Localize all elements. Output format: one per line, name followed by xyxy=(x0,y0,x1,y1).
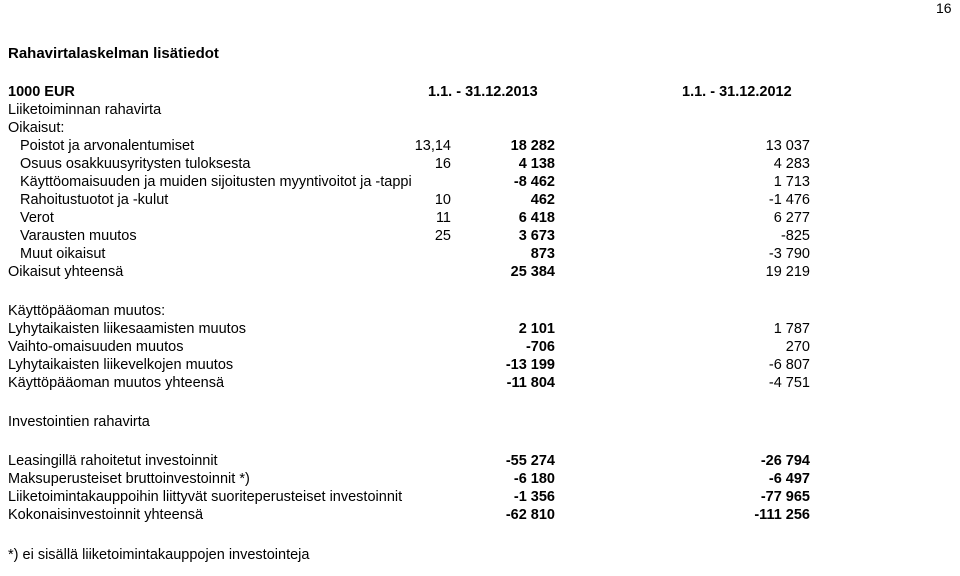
value-2012: -6 497 xyxy=(768,471,810,487)
value-2012: 1 713 xyxy=(773,174,810,190)
total-value-2012: -4 751 xyxy=(768,375,810,391)
table-row xyxy=(0,155,960,173)
row-label: Lyhytaikaisten liikesaamisten muutos xyxy=(8,321,247,337)
value-2013: 18 282 xyxy=(510,138,555,154)
total-label: Käyttöpääoman muutos yhteensä xyxy=(8,375,225,391)
table-row xyxy=(0,209,960,227)
note-ref: 10 xyxy=(434,192,451,208)
column-header-2013: 1.1. - 31.12.2013 xyxy=(428,84,538,100)
investing-heading: Investointien rahavirta xyxy=(8,414,150,430)
working-capital-heading: Käyttöpääoman muutos: xyxy=(8,303,166,319)
table-row xyxy=(0,338,960,356)
value-2012: -6 807 xyxy=(768,357,810,373)
value-2013: -6 180 xyxy=(513,471,555,487)
section-heading xyxy=(0,101,960,119)
table-row xyxy=(0,320,960,338)
total-value-2012: -111 256 xyxy=(754,507,810,523)
value-2013: -8 462 xyxy=(513,174,555,190)
value-2013: 4 138 xyxy=(518,156,555,172)
value-2012: 13 037 xyxy=(765,138,810,154)
adjustments-heading: Oikaisut: xyxy=(8,120,65,136)
total-label: Oikaisut yhteensä xyxy=(8,264,124,280)
note-ref: 25 xyxy=(434,228,451,244)
total-row xyxy=(0,263,960,281)
table-row xyxy=(0,488,960,506)
operating-section-label: Liiketoiminnan rahavirta xyxy=(8,102,162,118)
section-heading xyxy=(0,413,960,431)
row-label: Varausten muutos xyxy=(20,228,137,244)
row-label: Verot xyxy=(20,210,54,226)
row-label: Muut oikaisut xyxy=(20,246,106,262)
value-2012: 270 xyxy=(785,339,810,355)
page-number: 16 xyxy=(936,0,952,16)
column-header-2012: 1.1. - 31.12.2012 xyxy=(682,84,792,100)
column-header-row xyxy=(0,83,960,101)
footnote: *) ei sisällä liiketoimintakauppojen investointeja xyxy=(8,547,310,563)
value-2012: 4 283 xyxy=(773,156,810,172)
row-label: Rahoitustuotot ja -kulut xyxy=(20,192,169,208)
note-ref: 16 xyxy=(434,156,451,172)
value-2013: 462 xyxy=(530,192,555,208)
section-heading xyxy=(0,302,960,320)
value-2012: -26 794 xyxy=(760,453,810,469)
note-ref: 13,14 xyxy=(414,138,451,154)
table-row xyxy=(0,191,960,209)
page-title: Rahavirtalaskelman lisätiedot xyxy=(8,45,219,62)
row-label: Poistot ja arvonalentumiset xyxy=(20,138,195,154)
value-2012: -3 790 xyxy=(768,246,810,262)
table-row xyxy=(0,227,960,245)
total-value-2013: 25 384 xyxy=(510,264,555,280)
row-label: Maksuperusteiset bruttoinvestoinnit *) xyxy=(8,471,250,487)
table-row xyxy=(0,137,960,155)
value-2013: 2 101 xyxy=(518,321,555,337)
table-row xyxy=(0,452,960,470)
table-row xyxy=(0,356,960,374)
footnote-row xyxy=(0,546,960,564)
table-row xyxy=(0,173,960,191)
total-row xyxy=(0,506,960,524)
row-label: Leasingillä rahoitetut investoinnit xyxy=(8,453,218,469)
table-row xyxy=(0,245,960,263)
row-label: Liiketoimintakauppoihin liittyvät suoriteperusteiset investoinnit xyxy=(8,489,403,505)
value-2012: -825 xyxy=(780,228,810,244)
value-2013: -55 274 xyxy=(505,453,555,469)
total-value-2012: 19 219 xyxy=(765,264,810,280)
value-2013: 6 418 xyxy=(518,210,555,226)
row-label: Vaihto-omaisuuden muutos xyxy=(8,339,184,355)
row-label: Käyttöomaisuuden ja muiden sijoitusten myyntivoitot ja -tappi xyxy=(20,174,412,190)
value-2013: 873 xyxy=(530,246,555,262)
value-2013: 3 673 xyxy=(518,228,555,244)
row-label: Osuus osakkuusyritysten tuloksesta xyxy=(20,156,251,172)
value-2013: -706 xyxy=(525,339,555,355)
table-row xyxy=(0,470,960,488)
total-label: Kokonaisinvestoinnit yhteensä xyxy=(8,507,204,523)
unit-label: 1000 EUR xyxy=(8,84,75,100)
note-ref: 11 xyxy=(435,210,451,226)
total-row xyxy=(0,374,960,392)
total-value-2013: -11 804 xyxy=(506,375,555,391)
value-2012: 6 277 xyxy=(773,210,810,226)
value-2012: -77 965 xyxy=(760,489,810,505)
section-heading xyxy=(0,119,960,137)
value-2012: -1 476 xyxy=(768,192,810,208)
total-value-2013: -62 810 xyxy=(505,507,555,523)
row-label: Lyhytaikaisten liikevelkojen muutos xyxy=(8,357,234,373)
value-2012: 1 787 xyxy=(773,321,810,337)
value-2013: -1 356 xyxy=(513,489,555,505)
value-2013: -13 199 xyxy=(505,357,555,373)
